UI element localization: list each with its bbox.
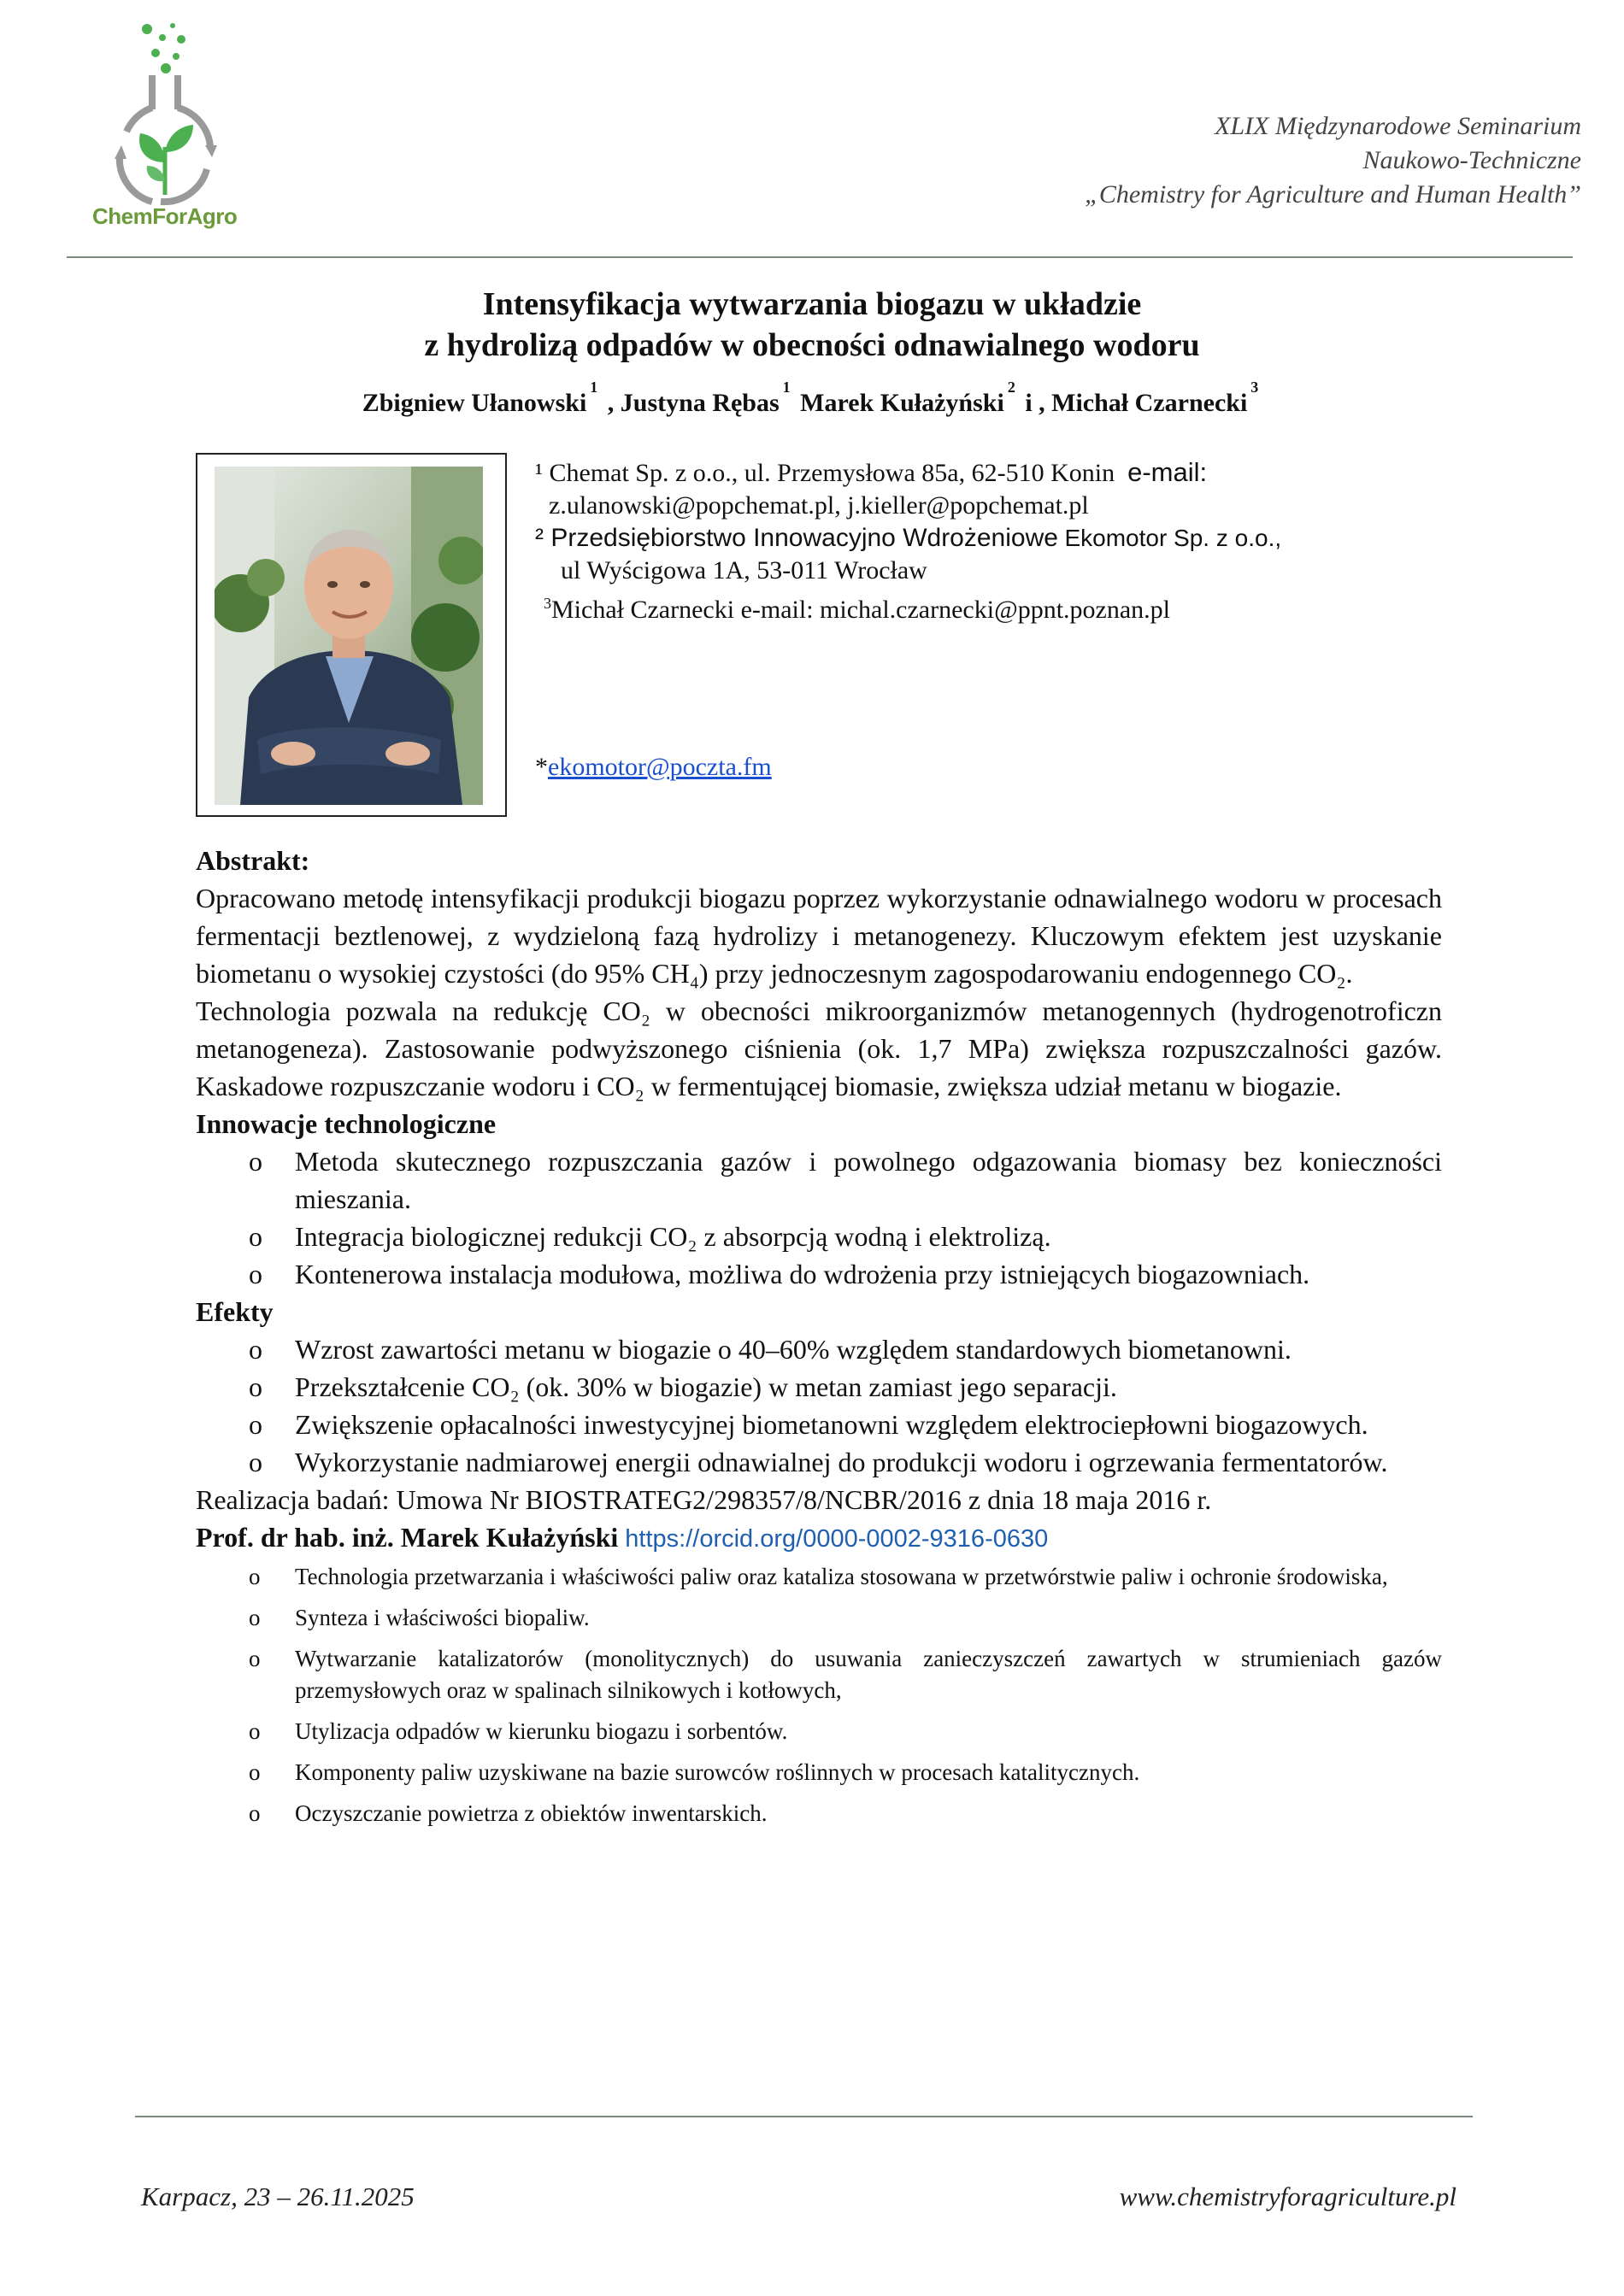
bullet-icon: o bbox=[249, 1718, 261, 1744]
abstract-paragraph-1: Opracowano metodę intensyfikacji produkcji biogazu poprzez wykorzystanie odnawialnego wodoru w procesach fermentacji beztlenowej, z wydzieloną fazą hydrolizy i metanogenezy. Kluczowym efektem jest uzyskanie biometanu o wysokiej czystości (do 95% CH₄) przy jednoczesnym zagospodarowaniu endogennego CO₂. bbox=[196, 883, 1442, 989]
footer-divider bbox=[135, 2116, 1473, 2117]
author-affiliation-number: 3 bbox=[1250, 379, 1259, 396]
affiliation-1-emails: z.ulanowski@popchemat.pl, j.kieller@popchemat.pl bbox=[549, 491, 1089, 520]
header-line-2: Naukowo-Techniczne bbox=[1362, 146, 1581, 174]
abstract-paragraph-2: Technologia pozwala na redukcję CO₂ w obecności mikroorganizmów metanogennych (hydrogenotroficzn metanogeneza). Zastosowanie podwyższonego ciśnienia (ok. 1,7 MPa) zwiększa rozpuszczalności gazów. Kaskadowe rozpuszczanie wodoru i CO₂ w fermentującej biomasie, zwiększa udział metanu w biogazie. bbox=[196, 995, 1442, 1101]
abstract-body bbox=[196, 842, 1442, 1839]
author-affiliation-number: 1 bbox=[590, 379, 598, 396]
abstract-heading: Abstrakt: bbox=[196, 845, 310, 876]
list-item-text: Komponenty paliw uzyskiwane na bazie surowców roślinnych w procesach katalitycznych. bbox=[295, 1759, 1140, 1785]
header-line-3: „Chemistry for Agriculture and Human Health” bbox=[1085, 180, 1581, 208]
bullet-icon: o bbox=[249, 1259, 262, 1289]
authors-line bbox=[0, 376, 1624, 433]
list-item bbox=[196, 1798, 1442, 1829]
list-item bbox=[196, 1255, 1442, 1293]
affiliation-2-company: Ekomotor Sp. z o.o., bbox=[1064, 525, 1282, 551]
list-item bbox=[196, 1602, 1442, 1634]
author-name: Justyna Rębas bbox=[620, 389, 780, 417]
affiliation-3: Michał Czarnecki e-mail: michal.czarnecki@ppnt.poznan.pl bbox=[551, 596, 1170, 624]
list-item bbox=[196, 1330, 1442, 1368]
bullet-icon: o bbox=[249, 1221, 262, 1252]
list-item bbox=[196, 1757, 1442, 1788]
author-name: Marek Kułażyński bbox=[800, 389, 1004, 417]
paper-title bbox=[0, 284, 1624, 366]
list-item bbox=[196, 1142, 1442, 1218]
list-item-text: Metoda skutecznego rozpuszczania gazów i powolnego odgazowania biomasy bez konieczności mieszania. bbox=[295, 1146, 1442, 1214]
profile-name: Prof. dr hab. inż. Marek Kułażyński bbox=[196, 1522, 619, 1553]
footer-location-date: Karpacz, 23 – 26.11.2025 bbox=[141, 2181, 415, 2211]
bullet-icon: o bbox=[249, 1447, 262, 1477]
list-item-text: Wzrost zawartości metanu w biogazie o 40–60% względem standardowych biometanowni. bbox=[295, 1334, 1292, 1365]
profile-list bbox=[196, 1561, 1442, 1829]
bullet-icon: o bbox=[249, 1371, 262, 1402]
affiliation-1: ¹ Chemat Sp. z o.o., ul. Przemysłowa 85a, 62-510 Konin bbox=[535, 459, 1115, 487]
effects-heading: Efekty bbox=[196, 1296, 274, 1327]
list-item bbox=[196, 1643, 1442, 1706]
bullet-icon: o bbox=[249, 1146, 262, 1177]
list-item bbox=[196, 1218, 1442, 1255]
author-separator: , bbox=[601, 389, 621, 417]
logo-text: ChemForAgro bbox=[92, 203, 238, 229]
author-name: Michał Czarnecki bbox=[1051, 389, 1248, 417]
affiliation-1-email-label: e-mail: bbox=[1127, 457, 1208, 487]
list-item-text: Wytwarzanie katalizatorów (monolitycznych) do usuwania zanieczyszczeń zawartych w strumieniach gazów przemysłowych oraz w spalinach silnikowych i kotłowych, bbox=[295, 1646, 1442, 1703]
seminar-header bbox=[812, 109, 1581, 212]
bullet-icon: o bbox=[249, 1564, 261, 1589]
contact-prefix: * bbox=[535, 753, 548, 781]
list-item-text: Przekształcenie CO₂ (ok. 30% w biogazie) w metan zamiast jego separacji. bbox=[295, 1371, 1117, 1402]
author-separator: i , bbox=[1018, 389, 1052, 417]
orcid-link[interactable]: https://orcid.org/0000-0002-9316-0630 bbox=[625, 1525, 1049, 1553]
list-item-text: Zwiększenie opłacalności inwestycyjnej biometanowni względem elektrociepłowni biogazowych. bbox=[295, 1409, 1368, 1440]
list-item-text: Wykorzystanie nadmiarowej energii odnawialnej do produkcji wodoru i ogrzewania fermentatorów. bbox=[295, 1447, 1388, 1477]
title-line-2: z hydrolizą odpadów w obecności odnawialnego wodoru bbox=[424, 327, 1200, 363]
bullet-icon: o bbox=[249, 1800, 261, 1826]
affiliation-3-number: 3 bbox=[544, 595, 551, 612]
list-item bbox=[196, 1716, 1442, 1747]
list-item-text: Technologia przetwarzania i właściwości paliw oraz kataliza stosowana w przetwórstwie paliw i ochronie środowiska, bbox=[295, 1564, 1388, 1589]
affiliation-2-address: ul Wyścigowa 1A, 53-011 Wrocław bbox=[561, 556, 927, 584]
list-item bbox=[196, 1443, 1442, 1481]
bullet-icon: o bbox=[249, 1759, 261, 1785]
bullet-icon: o bbox=[249, 1334, 262, 1365]
author-portrait-photo bbox=[215, 467, 483, 805]
funding-note: Realizacja badań: Umowa Nr BIOSTRATEG2/298357/8/NCBR/2016 z dnia 18 maja 2016 r. bbox=[196, 1484, 1212, 1515]
header-line-1: XLIX Międzynarodowe Seminarium bbox=[1215, 112, 1581, 140]
title-line-1: Intensyfikacja wytwarzania biogazu w układzie bbox=[482, 286, 1142, 322]
list-item-text: Integracja biologicznej redukcji CO₂ z absorpcją wodną i elektrolizą. bbox=[295, 1221, 1051, 1252]
affiliations bbox=[535, 456, 1458, 626]
bullet-icon: o bbox=[249, 1605, 261, 1630]
list-item-text: Oczyszczanie powietrza z obiektów inwentarskich. bbox=[295, 1800, 768, 1826]
contact-email bbox=[535, 753, 772, 782]
bullet-icon: o bbox=[249, 1409, 262, 1440]
list-item bbox=[196, 1368, 1442, 1406]
list-item-text: Utylizacja odpadów w kierunku biogazu i sorbentów. bbox=[295, 1718, 788, 1744]
author-name: Zbigniew Ułanowski bbox=[362, 389, 587, 417]
innovations-heading: Innowacje technologiczne bbox=[196, 1108, 497, 1139]
author-affiliation-number: 1 bbox=[782, 379, 791, 396]
bullet-icon: o bbox=[249, 1646, 261, 1671]
list-item bbox=[196, 1406, 1442, 1443]
list-item-text: Kontenerowa instalacja modułowa, możliwa do wdrożenia przy istniejących biogazowniach. bbox=[295, 1259, 1310, 1289]
footer-website: www.chemistryforagriculture.pl bbox=[1119, 2181, 1456, 2211]
affiliation-2: ² Przedsiębiorstwo Innowacyjno Wdrożeniowe bbox=[535, 524, 1058, 552]
list-item bbox=[196, 1561, 1442, 1593]
author-affiliation-number: 2 bbox=[1007, 379, 1015, 396]
list-item-text: Synteza i właściwości biopaliw. bbox=[295, 1605, 590, 1630]
contact-email-link[interactable]: ekomotor@poczta.fm bbox=[548, 753, 772, 781]
header-divider bbox=[67, 256, 1573, 258]
